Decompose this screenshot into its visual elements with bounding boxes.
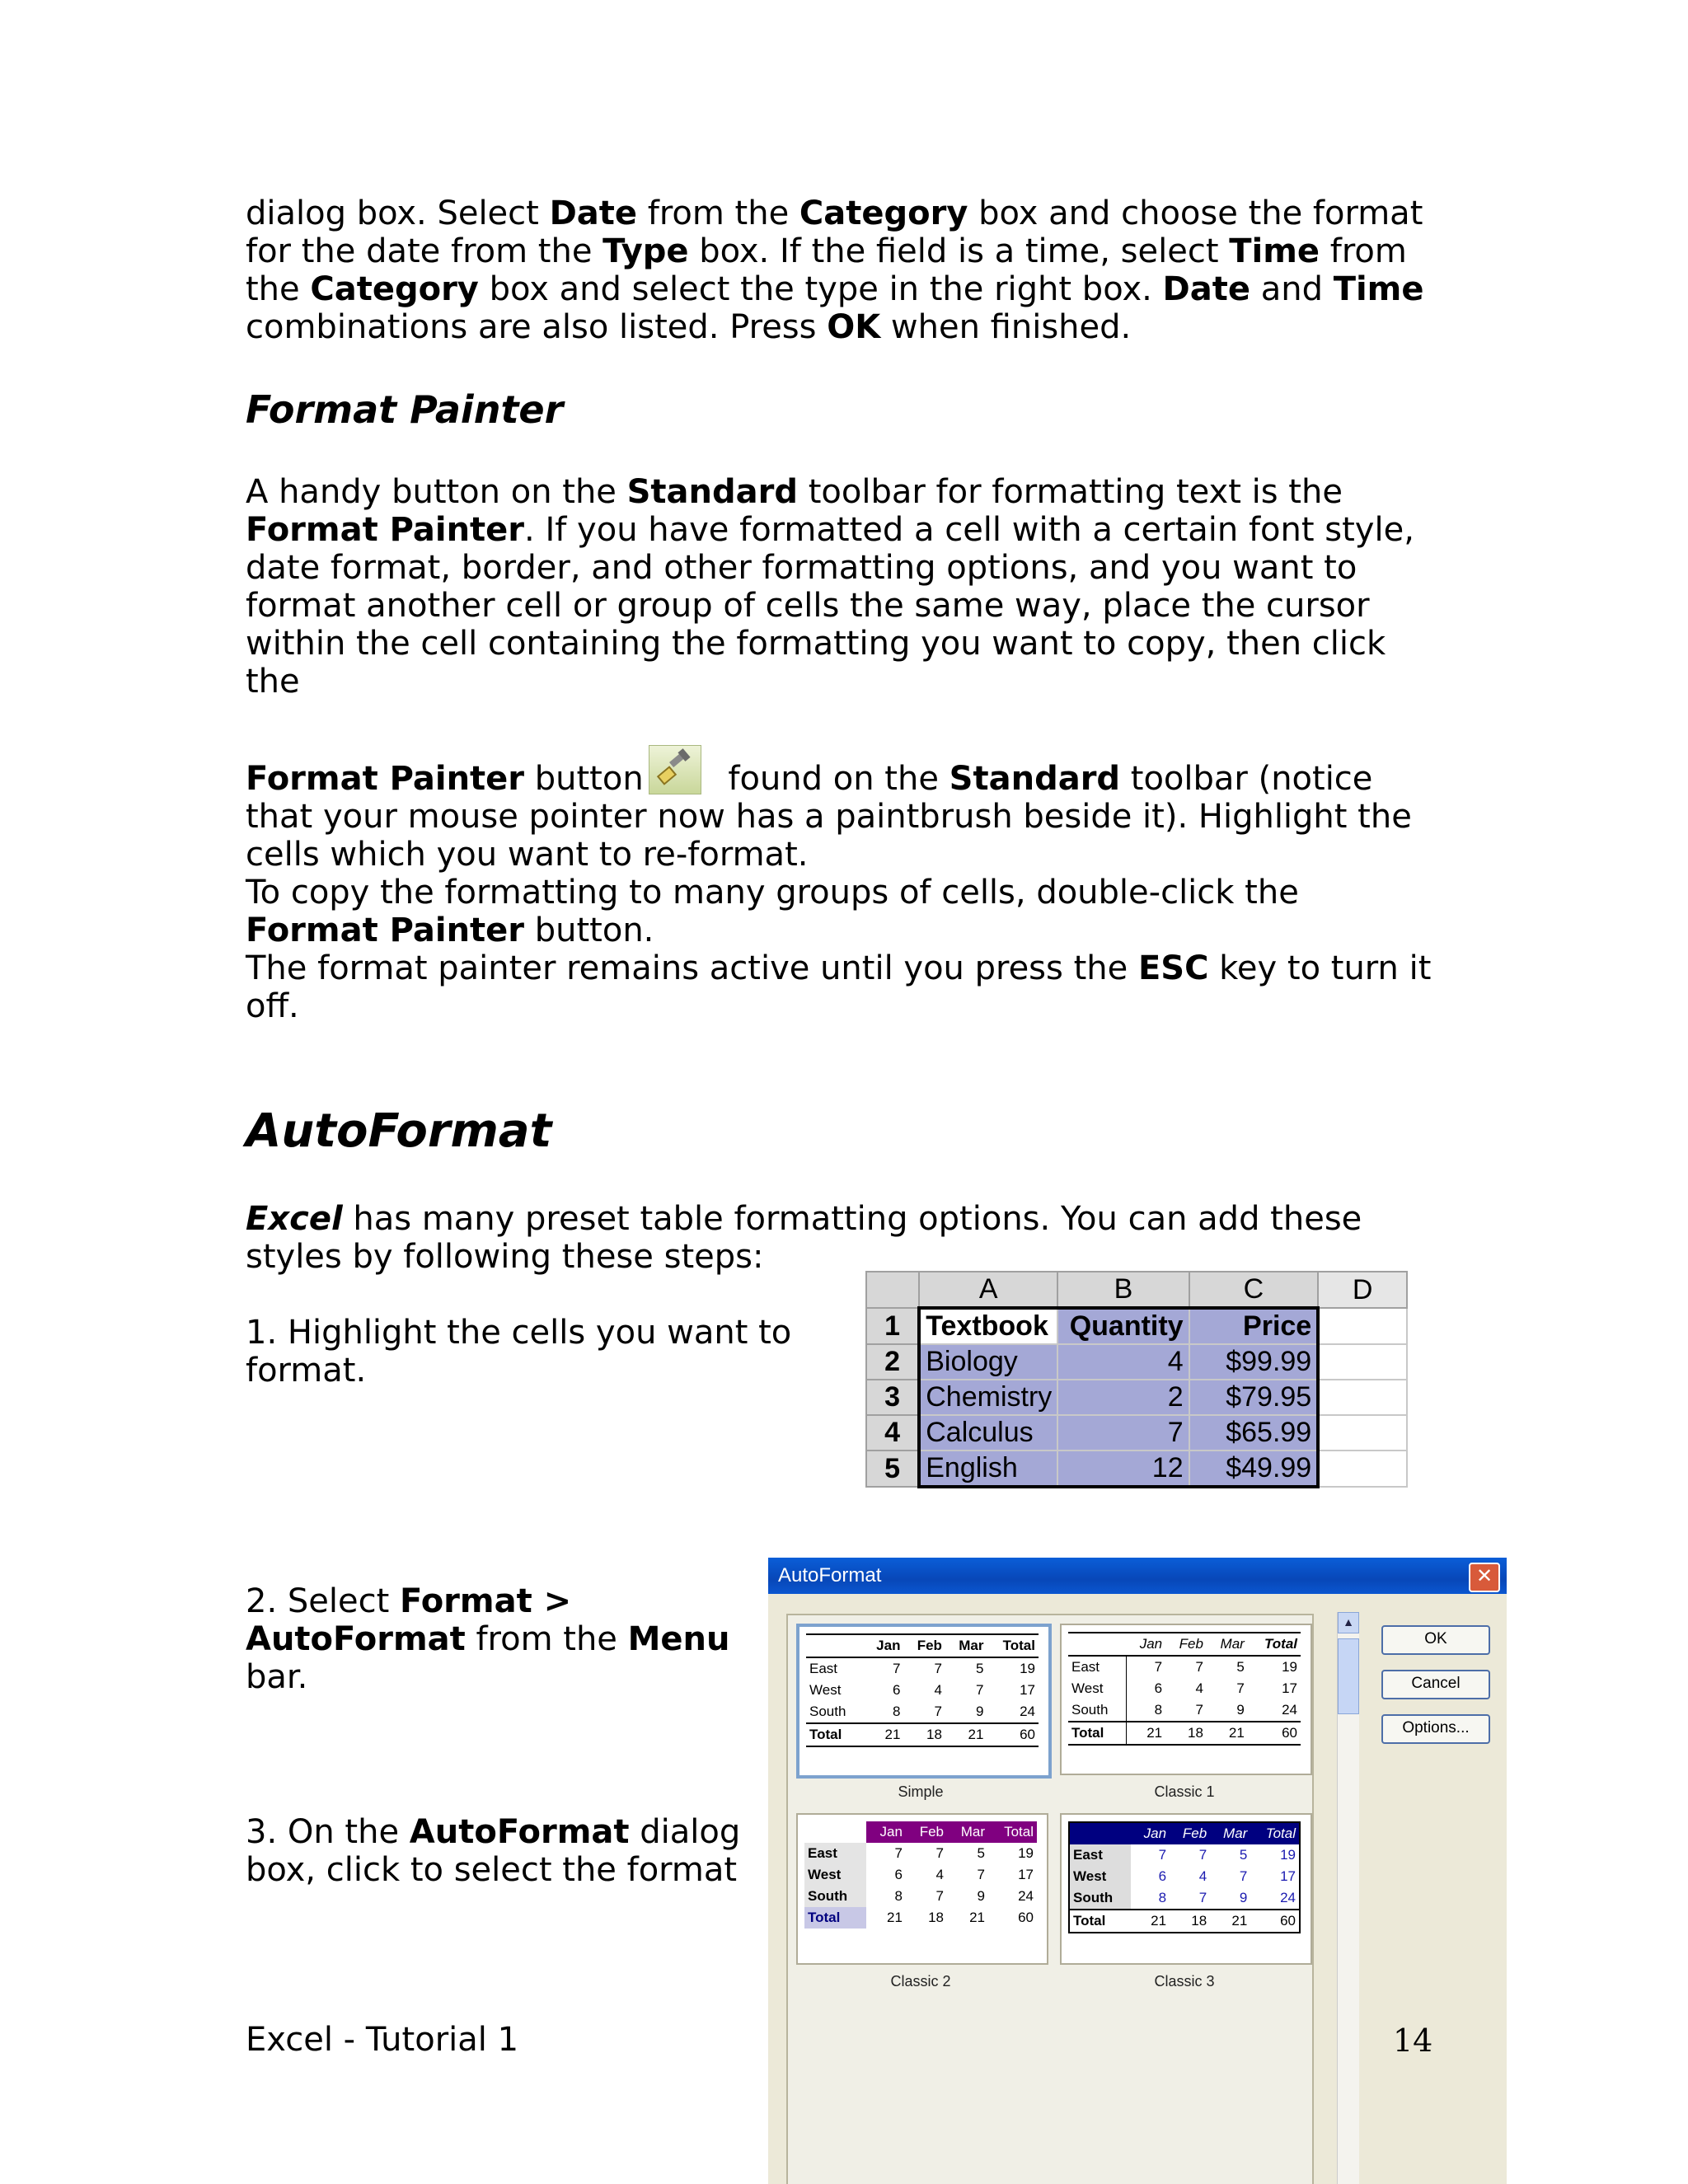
autoformat-dialog	[768, 1558, 1507, 2184]
spreadsheet-screenshot	[865, 1271, 1408, 1495]
cell: $65.99	[1189, 1415, 1319, 1451]
row-header: 4	[866, 1415, 919, 1451]
caption-classic-2: Classic 2	[890, 1973, 951, 1990]
format-classic-3[interactable]	[1060, 1813, 1312, 1965]
step-3: 3. On the AutoFormat dialog box, click to select the format	[246, 1813, 741, 1889]
cell: 12	[1057, 1451, 1189, 1487]
caption-simple: Simple	[898, 1783, 944, 1800]
format-preview-table: Jan Feb Mar Total East 7 7 5 19 West 6 4 7 17 South 8 7 9 24 Total 21 18 21 60	[806, 1633, 1039, 1747]
heading-autoformat: AutoFormat	[246, 1104, 552, 1158]
cell	[1318, 1415, 1407, 1451]
table-row	[866, 1344, 1407, 1380]
row-header: 1	[866, 1308, 919, 1344]
cell: $49.99	[1189, 1451, 1319, 1487]
corner-cell	[866, 1272, 919, 1308]
cancel-button[interactable]: Cancel	[1381, 1670, 1490, 1699]
paragraph-date-format: dialog box. Select Date from the Category box and choose the format for the date from the Type box. If the field is a time, select Time from the Category box and select the type in the right box. Date and Time combinations are also listed. Press OK when finished.	[246, 194, 1424, 346]
table-row	[866, 1380, 1407, 1415]
table-row	[866, 1451, 1407, 1487]
cell: $99.99	[1189, 1344, 1319, 1380]
cell: $79.95	[1189, 1380, 1319, 1415]
format-painter-icon	[649, 745, 701, 794]
format-preview-table: Jan Feb Mar Total East 7 7 5 19 West 6 4 7 17 South 8 7 9 24 Total 21 18 21 60	[1068, 1632, 1301, 1746]
options-button[interactable]: Options...	[1381, 1714, 1490, 1744]
page-number: 14	[1393, 2022, 1433, 2059]
caption-classic-1: Classic 1	[1154, 1783, 1215, 1800]
caption-classic-3: Classic 3	[1154, 1973, 1215, 1990]
cell	[1318, 1380, 1407, 1415]
column-header: B	[1057, 1272, 1189, 1308]
format-preview-table: Jan Feb Mar Total East 7 7 5 19 West 6 4 7 17 South 8 7 9 24 Total 21 18 21 60	[1068, 1821, 1301, 1933]
cell	[1318, 1344, 1407, 1380]
format-simple[interactable]	[796, 1624, 1052, 1779]
cell: Chemistry	[919, 1380, 1057, 1415]
cell: 2	[1057, 1380, 1189, 1415]
cell: Textbook	[919, 1308, 1057, 1344]
format-gallery	[786, 1614, 1314, 2184]
row-header: 5	[866, 1451, 919, 1487]
row-header: 2	[866, 1344, 919, 1380]
format-classic-2[interactable]	[796, 1813, 1048, 1965]
gallery-scrollbar[interactable]	[1337, 1612, 1359, 2184]
format-classic-1[interactable]	[1060, 1624, 1312, 1775]
table-row	[866, 1415, 1407, 1451]
paragraph-autoformat-intro: Excel has many preset table formatting options. You can add these styles by following these steps:	[246, 1200, 1362, 1276]
ok-button[interactable]: OK	[1381, 1625, 1490, 1655]
dialog-title: AutoFormat	[768, 1558, 1507, 1594]
cell: Biology	[919, 1344, 1057, 1380]
cell	[1318, 1451, 1407, 1487]
paragraph-format-painter-usage: Format Painter button found on the Standard toolbar (notice that your mouse pointer now has a paintbrush beside it). Highlight the cells which you want to re-format. To copy the formatting to many groups of cells, double-click the Format Painter button. The format painter remains active until you press the ESC key to turn it off.	[246, 745, 1432, 1025]
cell	[1318, 1308, 1407, 1344]
scroll-thumb[interactable]	[1338, 1638, 1359, 1714]
column-header: D	[1318, 1272, 1407, 1308]
column-header: A	[919, 1272, 1057, 1308]
step-2: 2. Select Format > AutoFormat from the Menu bar.	[246, 1582, 730, 1696]
cell: 4	[1057, 1344, 1189, 1380]
cell: 7	[1057, 1415, 1189, 1451]
heading-format-painter: Format Painter	[246, 387, 564, 432]
footer-title: Excel - Tutorial 1	[246, 2021, 519, 2059]
step-1: 1. Highlight the cells you want to format.	[246, 1314, 792, 1390]
scroll-up-icon[interactable]: ▲	[1338, 1612, 1359, 1633]
cell: Calculus	[919, 1415, 1057, 1451]
cell: English	[919, 1451, 1057, 1487]
cell: Quantity	[1057, 1308, 1189, 1344]
paragraph-format-painter-intro: A handy button on the Standard toolbar for formatting text is the Format Painter. If you have formatted a cell with a certain font style, date format, border, and other formatting options, and you want to format another cell or group of cells the same way, place the cursor within the cell containing the formatting you want to copy, then click the	[246, 473, 1414, 701]
row-header: 3	[866, 1380, 919, 1415]
cell: Price	[1189, 1308, 1319, 1344]
table-row	[866, 1308, 1407, 1344]
format-preview-table: Jan Feb Mar Total East 7 7 5 19 West 6 4 7 17 South 8 7 9 24 Total 21 18 21 60	[804, 1821, 1037, 1929]
column-header: C	[1189, 1272, 1319, 1308]
close-icon[interactable]: ✕	[1469, 1563, 1500, 1592]
